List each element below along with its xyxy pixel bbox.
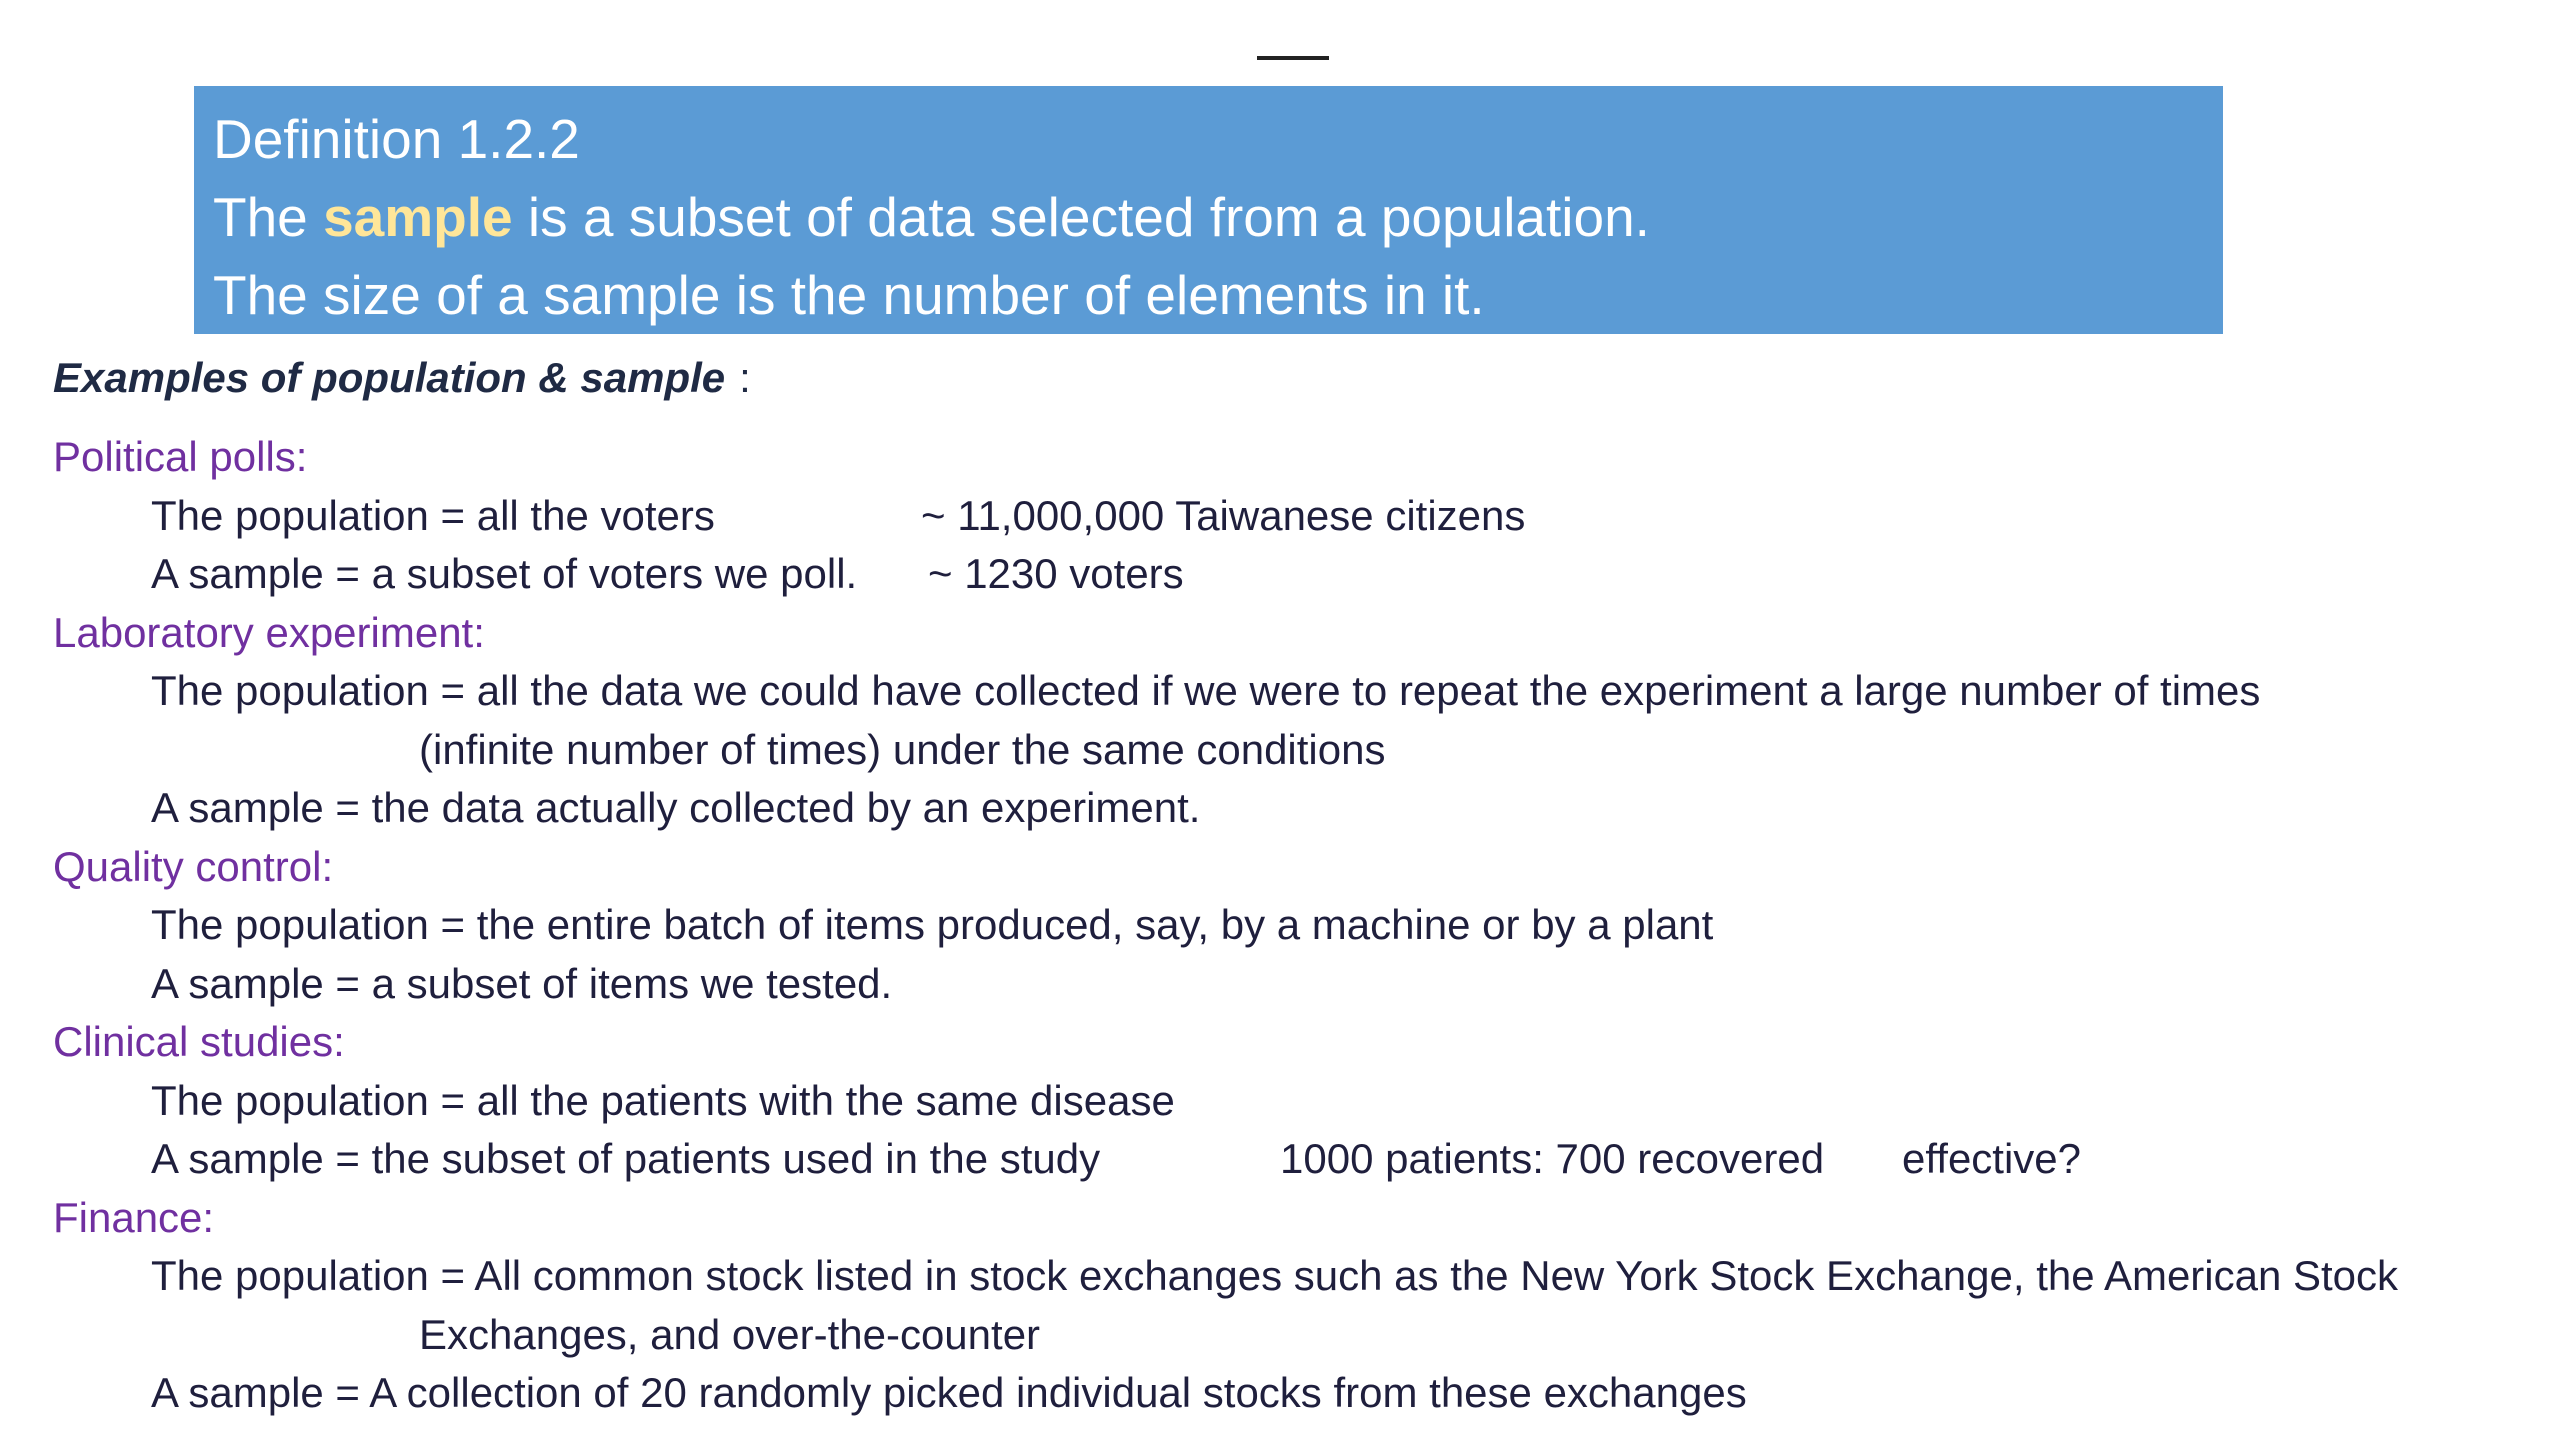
clinical-population-row: The population = all the patients with the same disease: [151, 1076, 1175, 1124]
political-population-note: ~ 11,000,000 Taiwanese citizens: [921, 491, 1526, 539]
section-laboratory-experiment: [53, 604, 2533, 838]
finance-population-row: The population = All common stock listed in stock exchanges such as the New York Stock Exchange, the American Stock: [151, 1252, 2399, 1299]
section-title-finance: Finance:: [53, 1193, 215, 1241]
laboratory-sample-row: A sample = the data actually collected by an experiment.: [151, 784, 1201, 831]
section-quality-control: [53, 838, 2533, 1014]
section-clinical-studies: [53, 1013, 2533, 1189]
political-sample-text: A sample = a subset of voters we poll.: [151, 550, 858, 597]
section-title-political: Political polls:: [53, 433, 308, 480]
laboratory-population-row: The population = all the data we could have collected if we were to repeat the experiment a large number of times: [151, 667, 2261, 714]
finance-population-continuation: Exchanges, and over-the-counter: [419, 1310, 1041, 1358]
examples-heading-colon: :: [739, 354, 751, 401]
finance-sample-row: A sample = A collection of 20 randomly picked individual stocks from these exchanges: [151, 1369, 1747, 1416]
laboratory-population-continuation: (infinite number of times) under the same conditions: [419, 725, 1386, 773]
clinical-sample-question: effective?: [1902, 1135, 2082, 1182]
clinical-sample-row: [53, 1130, 2533, 1189]
clinical-sample-text: A sample = the subset of patients used in the study: [151, 1135, 1101, 1182]
examples-content: [53, 340, 2533, 1423]
quality-population-row: The population = the entire batch of items produced, say, by a machine or by a plant: [151, 901, 1714, 948]
clinical-sample-note: 1000 patients: 700 recovered: [1280, 1135, 1825, 1182]
section-political-polls: [53, 428, 2533, 604]
examples-heading-text: Examples of population & sample: [53, 354, 726, 401]
political-sample-note: ~ 1230 voters: [928, 550, 1184, 597]
political-population-text: The population = all the voters: [151, 491, 715, 539]
definition-line-1-pre: The: [213, 186, 324, 248]
section-title-laboratory: Laboratory experiment:: [53, 608, 485, 656]
quality-sample-row: A sample = a subset of items we tested.: [151, 959, 893, 1007]
political-sample-row: [53, 545, 2533, 604]
top-dash-mark: [1257, 56, 1329, 60]
definition-line-1-post: is a subset of data selected from a population.: [512, 186, 1650, 248]
political-population-row: [53, 487, 2533, 546]
definition-highlight-word: sample: [323, 186, 513, 248]
section-title-clinical: Clinical studies:: [53, 1018, 345, 1065]
heading-spacer: [53, 416, 2533, 428]
section-finance: [53, 1189, 2533, 1423]
definition-box: [194, 86, 2223, 334]
definition-line-2: The size of a sample is the number of elements in it.: [213, 264, 1485, 326]
examples-heading: [53, 340, 2533, 416]
definition-line-1: [213, 178, 2223, 256]
section-title-quality: Quality control:: [53, 842, 334, 890]
definition-title: Definition 1.2.2: [213, 108, 580, 170]
